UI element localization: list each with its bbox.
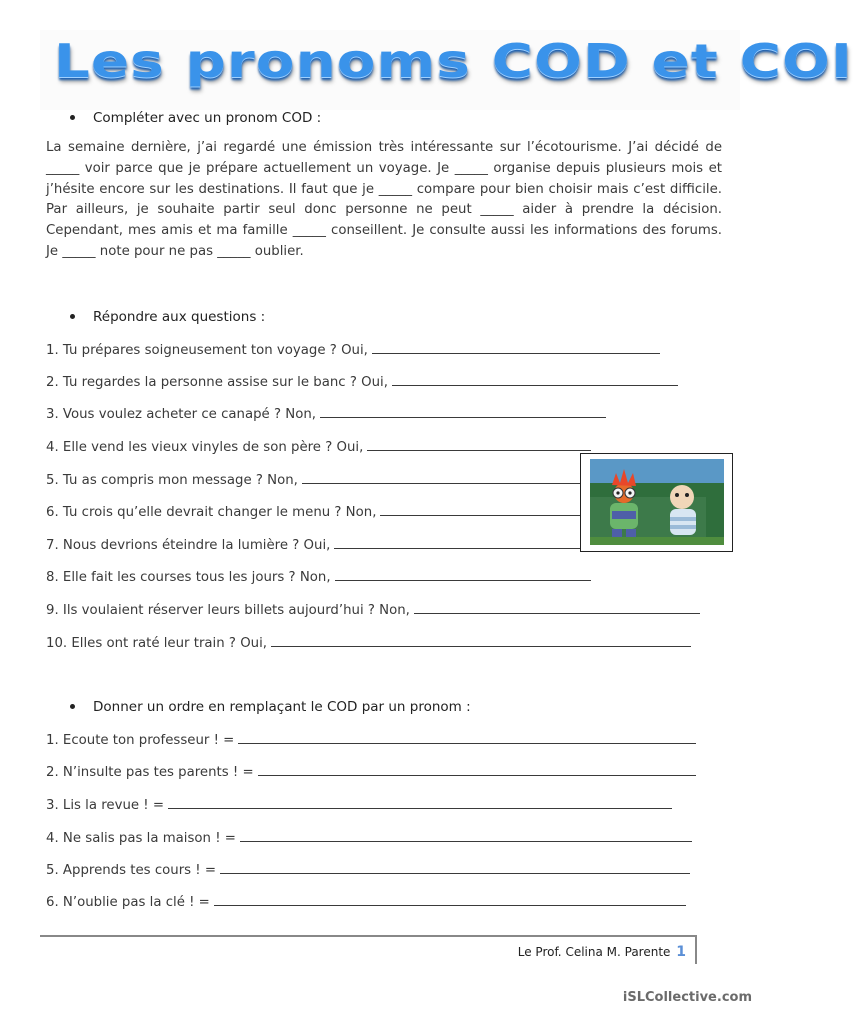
- bullet-icon: [70, 314, 75, 319]
- cartoon-illustration: [580, 453, 733, 552]
- order-text: 1. Ecoute ton professeur ! =: [46, 733, 235, 748]
- section1-instruction: [70, 110, 321, 126]
- watermark: iSLCollective.com: [622, 990, 752, 1005]
- question-row: [46, 634, 691, 651]
- answer-line[interactable]: [380, 503, 586, 516]
- order-row: [46, 731, 696, 748]
- answer-line[interactable]: [220, 861, 690, 874]
- answer-line[interactable]: [302, 471, 580, 484]
- question-text: 6. Tu crois qu’elle devrait changer le menu ? Non,: [46, 505, 377, 520]
- order-text: 5. Apprends tes cours ! =: [46, 863, 217, 878]
- cartoon-characters-image: [590, 459, 724, 545]
- question-row: [46, 341, 660, 358]
- title-banner: [40, 30, 853, 110]
- question-text: 10. Elles ont raté leur train ? Oui,: [46, 636, 268, 651]
- question-row: [46, 568, 591, 585]
- answer-line[interactable]: [334, 536, 582, 549]
- question-row: [46, 405, 606, 422]
- answer-line[interactable]: [238, 731, 696, 744]
- answer-line[interactable]: [320, 405, 606, 418]
- answer-line[interactable]: [240, 829, 692, 842]
- worksheet-title: Les pronoms COD et COI: [54, 34, 853, 88]
- question-text: 7. Nous devrions éteindre la lumière ? Oui,: [46, 538, 331, 553]
- section2-instruction-text: Répondre aux questions :: [93, 309, 266, 325]
- order-row: [46, 893, 686, 910]
- question-text: 1. Tu prépares soigneusement ton voyage ? Oui,: [46, 343, 368, 358]
- bullet-icon: [70, 704, 75, 709]
- answer-line[interactable]: [258, 763, 696, 776]
- bullet-icon: [70, 115, 75, 120]
- order-row: [46, 861, 690, 878]
- question-text: 9. Ils voulaient réserver leurs billets aujourd’hui ? Non,: [46, 603, 410, 618]
- section2-instruction: [70, 309, 265, 325]
- answer-line[interactable]: [335, 568, 591, 581]
- section1-instruction-text: Compléter avec un pronom COD :: [93, 110, 322, 126]
- question-text: 8. Elle fait les courses tous les jours ? Non,: [46, 570, 331, 585]
- section3-instruction: [70, 699, 471, 715]
- cloze-paragraph: La semaine dernière, j’ai regardé une émission très intéressante sur l’écotourisme. J’ai décidé de _____ voir parce que je prépare actuellement un voyage. Je _____ organise depuis plusieurs mois et j’hésite encore sur les destinations. Il faut que je _____ compare pour bien choisir mais c’est difficile. Par ailleurs, je souhaite partir seul donc personne ne peut _____ aider à prendre la décision. Cependant, mes amis et ma famille _____ conseillent. Je consulte aussi les informations des forums. Je _____ note pour ne pas _____ oublier.: [46, 140, 722, 259]
- order-row: [46, 829, 692, 846]
- question-row: [46, 601, 700, 618]
- question-text: 2. Tu regardes la personne assise sur le banc ? Oui,: [46, 375, 388, 390]
- order-text: 4. Ne salis pas la maison ! =: [46, 831, 236, 846]
- answer-line[interactable]: [372, 341, 660, 354]
- answer-line[interactable]: [168, 796, 672, 809]
- order-text: 3. Lis la revue ! =: [46, 798, 164, 813]
- footer-author: Le Prof. Celina M. Parente: [517, 945, 671, 959]
- footer: [518, 944, 686, 960]
- question-text: 3. Vous voulez acheter ce canapé ? Non,: [46, 407, 316, 422]
- order-text: 6. N’oublie pas la clé ! =: [46, 895, 210, 910]
- section3-instruction-text: Donner un ordre en remplaçant le COD par un pronom :: [93, 699, 471, 715]
- answer-line[interactable]: [414, 601, 700, 614]
- order-row: [46, 763, 696, 780]
- answer-line[interactable]: [214, 893, 686, 906]
- answer-line[interactable]: [392, 373, 678, 386]
- question-row: [46, 471, 580, 488]
- question-text: 5. Tu as compris mon message ? Non,: [46, 473, 298, 488]
- order-row: [46, 796, 672, 813]
- question-row: [46, 503, 586, 520]
- question-row: [46, 373, 678, 390]
- page-number: 1: [676, 944, 686, 960]
- question-row: [46, 438, 591, 455]
- footer-divider: [40, 935, 697, 937]
- footer-vertical-divider: [695, 937, 697, 964]
- order-text: 2. N’insulte pas tes parents ! =: [46, 765, 254, 780]
- answer-line[interactable]: [271, 634, 691, 647]
- answer-line[interactable]: [367, 438, 591, 451]
- question-text: 4. Elle vend les vieux vinyles de son père ? Oui,: [46, 440, 364, 455]
- question-row: [46, 536, 582, 553]
